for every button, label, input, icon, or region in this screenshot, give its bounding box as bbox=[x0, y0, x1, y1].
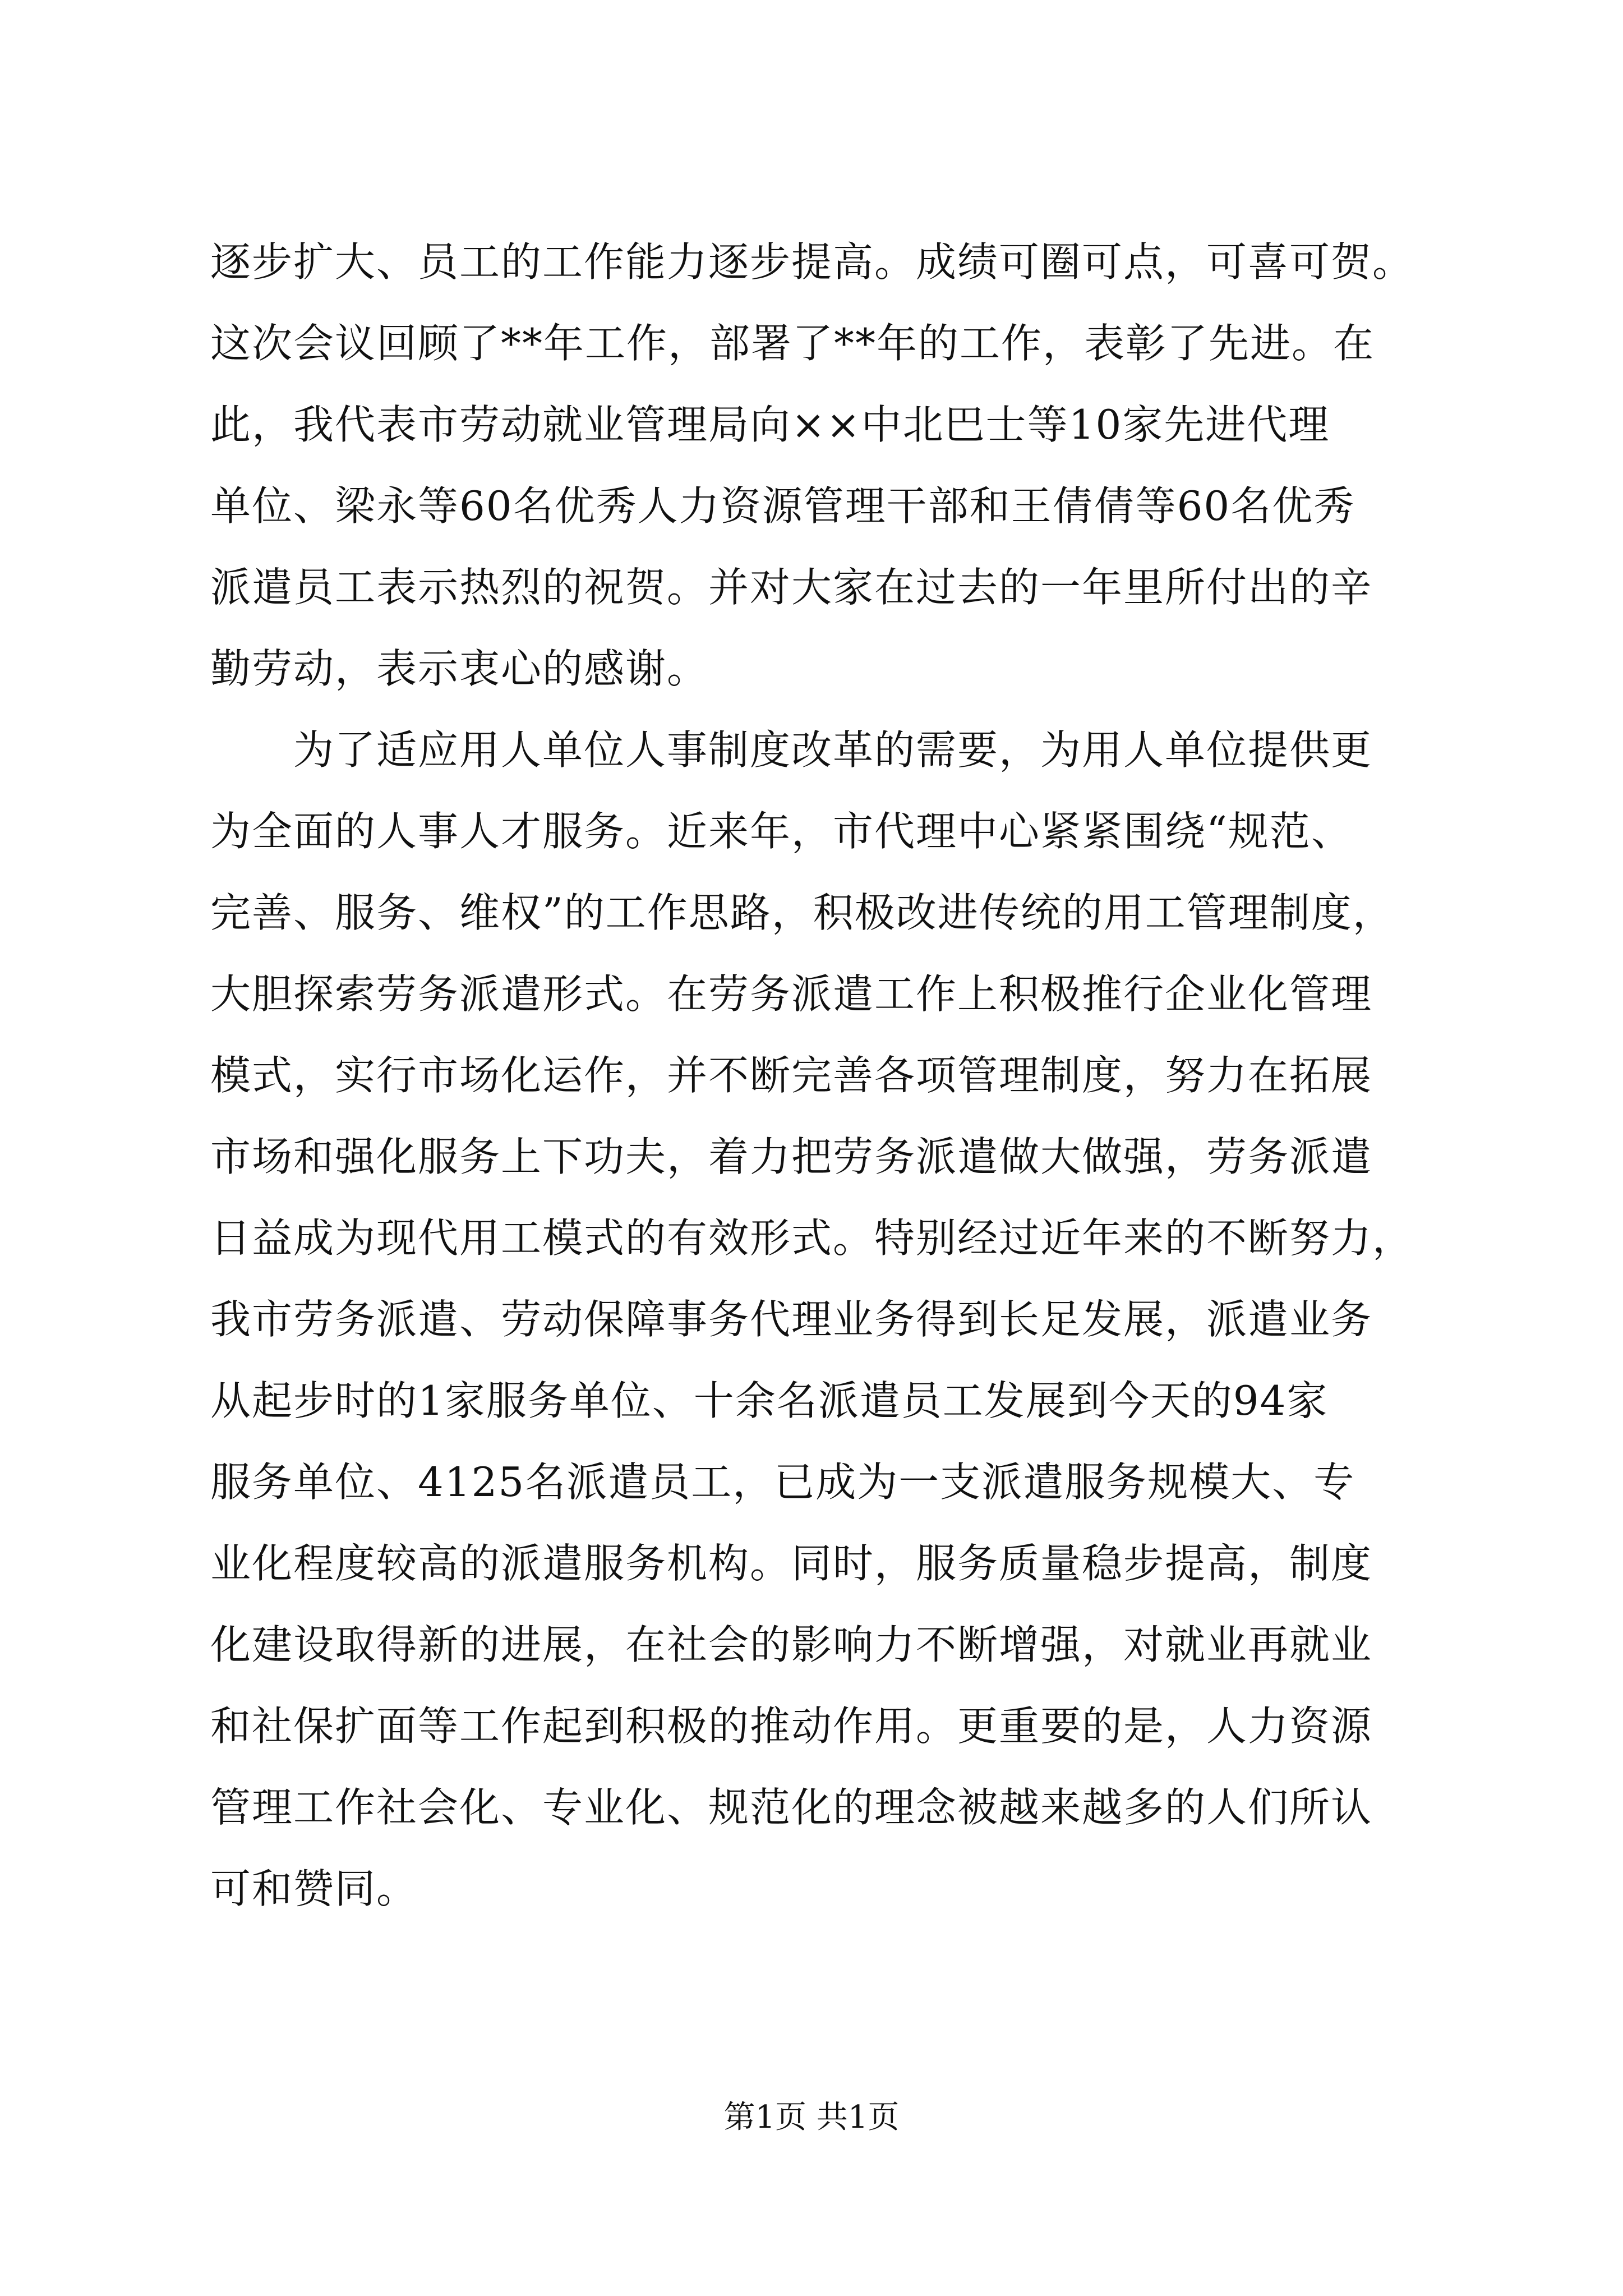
text-line: 派遣员工表示热烈的祝贺。并对大家在过去的一年里所付出的辛 bbox=[210, 564, 1373, 611]
text-line: 为全面的人事人才服务。近来年，市代理中心紧紧围绕“规范、 bbox=[210, 808, 1353, 855]
text-line: 服务单位、4125名派遣员工，已成为一支派遣服务规模大、专 bbox=[210, 1458, 1355, 1506]
text-line: 此，我代表市劳动就业管理局向××中北巴士等10家先进代理 bbox=[210, 401, 1330, 448]
document-body bbox=[210, 222, 1416, 1930]
page-footer: 第1页 共1页 bbox=[723, 2099, 900, 2136]
text-line: 和社保扩面等工作起到积极的推动作用。更重要的是，人力资源 bbox=[210, 1703, 1373, 1750]
text-line: 化建设取得新的进展，在社会的影响力不断增强，对就业再就业 bbox=[210, 1621, 1373, 1668]
text-line: 日益成为现代用工模式的有效形式。特别经过近年来的不断努力， bbox=[210, 1214, 1414, 1262]
text-line: 管理工作社会化、专业化、规范化的理念被越来越多的人们所认 bbox=[210, 1784, 1373, 1831]
text-line: 逐步扩大、员工的工作能力逐步提高。成绩可圈可点，可喜可贺。 bbox=[210, 238, 1414, 286]
text-line: 完善、服务、维权”的工作思路，积极改进传统的用工管理制度， bbox=[210, 889, 1394, 936]
text-line: 我市劳务派遣、劳动保障事务代理业务得到长足发展，派遣业务 bbox=[210, 1296, 1373, 1343]
text-line: 市场和强化服务上下功夫，着力把劳务派遣做大做强，劳务派遣 bbox=[210, 1133, 1373, 1180]
text-line: 模式，实行市场化运作，并不断完善各项管理制度，努力在拓展 bbox=[210, 1052, 1373, 1099]
text-line: 从起步时的1家服务单位、十余名派遣员工发展到今天的94家 bbox=[210, 1377, 1329, 1424]
text-line: 为了适应用人单位人事制度改革的需要，为用人单位提供更 bbox=[210, 726, 1373, 774]
text-line: 可和赞同。 bbox=[210, 1865, 418, 1912]
text-line: 勤劳动，表示衷心的感谢。 bbox=[210, 645, 709, 692]
text-line: 大胆探索劳务派遣形式。在劳务派遣工作上积极推行企业化管理 bbox=[210, 970, 1373, 1018]
text-line: 业化程度较高的派遣服务机构。同时，服务质量稳步提高，制度 bbox=[210, 1540, 1373, 1587]
text-line: 这次会议回顾了**年工作，部署了**年的工作，表彰了先进。在 bbox=[210, 320, 1375, 367]
text-line: 单位、梁永等60名优秀人力资源管理干部和王倩倩等60名优秀 bbox=[210, 482, 1355, 530]
